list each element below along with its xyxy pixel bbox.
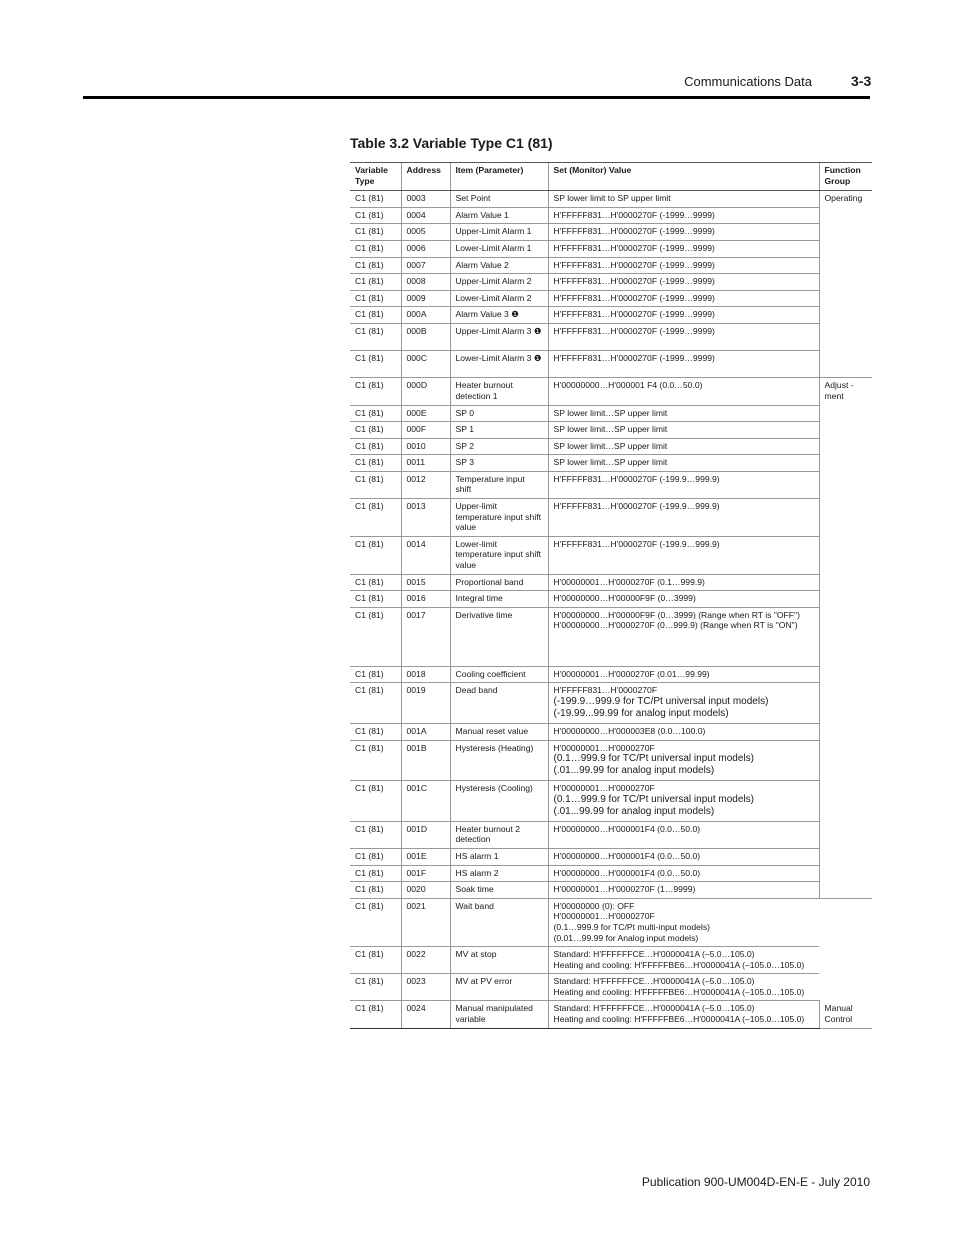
cell-address: 0014 — [401, 536, 450, 574]
cell-value — [548, 607, 819, 666]
cell-item: SP 1 — [450, 422, 548, 439]
value-line: (0.1…999.9 for TC/Pt multi-input models) — [553, 921, 711, 932]
cell-address: 0011 — [401, 455, 450, 472]
table-row — [350, 499, 872, 537]
value-line: H'FFFFF831…H'0000270F (-199.9…999.9) — [553, 538, 720, 549]
value-line: H'00000000…H'0000270F (0…999.9) (Range when RT is "ON") — [553, 620, 798, 631]
value-line: H'FFFFF831…H'0000270F (-1999…9999) — [553, 309, 715, 320]
cell-variable-type: C1 (81) — [350, 207, 401, 224]
cell-value — [548, 1001, 819, 1028]
cell-address: 0017 — [401, 607, 450, 666]
cell-item: Hysteresis (Heating) — [450, 740, 548, 781]
cell-variable-type: C1 (81) — [350, 240, 401, 257]
value-line: H'00000001…H'0000270F — [553, 783, 655, 794]
cell-variable-type: C1 (81) — [350, 947, 401, 974]
cell-address: 0013 — [401, 499, 450, 537]
cell-item: Upper-Limit Alarm 1 — [450, 224, 548, 241]
cell-variable-type: C1 (81) — [350, 781, 401, 822]
table-row — [350, 781, 872, 822]
cell-variable-type: C1 (81) — [350, 865, 401, 882]
cell-item: HS alarm 2 — [450, 865, 548, 882]
cell-address: 001A — [401, 723, 450, 740]
table-title: Table 3.2 Variable Type C1 (81) — [350, 135, 553, 151]
cell-item: MV at stop — [450, 947, 548, 974]
cell-address: 0016 — [401, 591, 450, 608]
cell-variable-type: C1 (81) — [350, 666, 401, 683]
value-line: H'00000001…H'0000270F (0.1…999.9) — [553, 576, 705, 587]
cell-value — [548, 471, 819, 498]
cell-address: 0007 — [401, 257, 450, 274]
cell-variable-type: C1 (81) — [350, 438, 401, 455]
cell-value — [548, 405, 819, 422]
cell-function-group: Adjust -ment — [819, 378, 872, 898]
cell-item: Lower-Limit Alarm 1 — [450, 240, 548, 257]
table-row — [350, 307, 872, 324]
cell-value — [548, 848, 819, 865]
cell-address: 0006 — [401, 240, 450, 257]
table-row — [350, 257, 872, 274]
cell-item: Cooling coefficient — [450, 666, 548, 683]
cell-variable-type: C1 (81) — [350, 974, 401, 1001]
cell-value — [548, 574, 819, 591]
cell-variable-type: C1 (81) — [350, 591, 401, 608]
cell-variable-type: C1 (81) — [350, 1001, 401, 1028]
header-rule — [83, 96, 870, 99]
cell-variable-type: C1 (81) — [350, 499, 401, 537]
cell-variable-type: C1 (81) — [350, 536, 401, 574]
table-row — [350, 898, 872, 946]
cell-address: 000C — [401, 351, 450, 378]
cell-address: 0023 — [401, 974, 450, 1001]
cell-item: Lower-limit temperature input shift value — [450, 536, 548, 574]
cell-address: 0003 — [401, 191, 450, 208]
column-header: Item (Parameter) — [450, 163, 548, 191]
value-line: H'00000000…H'00000F9F (0…3999) (Range when RT is "OFF") — [553, 609, 800, 620]
cell-item: Upper-limit temperature input shift value — [450, 499, 548, 537]
table-row — [350, 947, 872, 974]
value-line: H'00000000…H'000001F4 (0.0…50.0) — [553, 850, 701, 861]
cell-address: 0018 — [401, 666, 450, 683]
cell-address: 001B — [401, 740, 450, 781]
value-range-line: (.01...99.99 for analog input models) — [553, 805, 715, 817]
cell-item: HS alarm 1 — [450, 848, 548, 865]
cell-address: 001D — [401, 821, 450, 848]
cell-value — [548, 224, 819, 241]
value-line: H'FFFFF831…H'0000270F (-1999…9999) — [553, 259, 715, 270]
table-row — [350, 240, 872, 257]
cell-item: Dead band — [450, 683, 548, 724]
publication-footer: Publication 900-UM004D-EN-E - July 2010 — [641, 1175, 870, 1189]
value-line: H'00000001…H'0000270F — [553, 911, 655, 922]
value-line: H'FFFFF831…H'0000270F (-199.9…999.9) — [553, 501, 720, 512]
cell-value — [548, 207, 819, 224]
table-header-row — [350, 163, 872, 191]
table-row — [350, 723, 872, 740]
cell-item: Alarm Value 3 ❶ — [450, 307, 548, 324]
value-line: H'FFFFF831…H'0000270F (-1999…9999) — [553, 242, 715, 253]
cell-address: 0021 — [401, 898, 450, 946]
column-header: Function Group — [819, 163, 872, 191]
value-line: Heating and cooling: H'FFFFFBE6…H'0000041A (–105.0…105.0) — [553, 1014, 805, 1025]
cell-value — [548, 536, 819, 574]
cell-address: 0022 — [401, 947, 450, 974]
cell-variable-type: C1 (81) — [350, 323, 401, 350]
value-line: Standard: H'FFFFFFCE…H'0000041A (–5.0…105.0) — [553, 949, 755, 960]
cell-value — [548, 683, 819, 724]
variable-type-table — [350, 162, 872, 1029]
cell-variable-type: C1 (81) — [350, 224, 401, 241]
cell-variable-type: C1 (81) — [350, 848, 401, 865]
cell-item: SP 3 — [450, 455, 548, 472]
value-line: (0.01…99.99 for Analog input models) — [553, 932, 699, 943]
value-line: H'00000001…H'0000270F (1…9999) — [553, 884, 696, 895]
cell-item: SP 2 — [450, 438, 548, 455]
value-line: H'FFFFF831…H'0000270F — [553, 685, 658, 696]
page-number: 3-3 — [851, 73, 872, 89]
cell-item: Alarm Value 2 — [450, 257, 548, 274]
cell-item: Set Point — [450, 191, 548, 208]
value-line: H'FFFFF831…H'0000270F (-1999…9999) — [553, 325, 715, 336]
cell-address: 0005 — [401, 224, 450, 241]
cell-variable-type: C1 (81) — [350, 455, 401, 472]
table-row — [350, 471, 872, 498]
table-row — [350, 848, 872, 865]
cell-variable-type: C1 (81) — [350, 378, 401, 405]
cell-value — [548, 781, 819, 822]
column-header: Set (Monitor) Value — [548, 163, 819, 191]
cell-address: 0012 — [401, 471, 450, 498]
cell-value — [548, 740, 819, 781]
cell-value — [548, 422, 819, 439]
table-row — [350, 323, 872, 350]
value-line: H'FFFFF831…H'0000270F (-199.9…999.9) — [553, 473, 720, 484]
value-line: H'FFFFF831…H'0000270F (-1999…9999) — [553, 292, 715, 303]
section-title: Communications Data — [684, 74, 812, 89]
cell-item: Heater burnout 2 detection — [450, 821, 548, 848]
cell-item: Proportional band — [450, 574, 548, 591]
cell-variable-type: C1 (81) — [350, 422, 401, 439]
value-line: H'00000000…H'000001F4 (0.0…50.0) — [553, 823, 701, 834]
table-row — [350, 274, 872, 291]
cell-variable-type: C1 (81) — [350, 740, 401, 781]
cell-address: 000F — [401, 422, 450, 439]
cell-value — [548, 499, 819, 537]
cell-value — [548, 898, 819, 946]
cell-address: 0024 — [401, 1001, 450, 1028]
cell-address: 000A — [401, 307, 450, 324]
cell-address: 000B — [401, 323, 450, 350]
table-row — [350, 405, 872, 422]
cell-item: Wait band — [450, 898, 548, 946]
cell-address: 0009 — [401, 290, 450, 307]
value-line: SP lower limit…SP upper limit — [553, 457, 668, 468]
cell-variable-type: C1 (81) — [350, 898, 401, 946]
value-line: H'00000000…H'000001F4 (0.0…50.0) — [553, 867, 701, 878]
value-range-line: (-199.9…999.9 for TC/Pt universal input models) — [553, 695, 769, 707]
table-row — [350, 607, 872, 666]
cell-value — [548, 666, 819, 683]
table-row — [350, 1001, 872, 1028]
table-row — [350, 865, 872, 882]
cell-value — [548, 882, 819, 899]
value-range-line: (0.1…999.9 for TC/Pt universal input models) — [553, 753, 754, 765]
table-row — [350, 455, 872, 472]
cell-item: Upper-Limit Alarm 3 ❶ — [450, 323, 548, 350]
value-line: H'00000001…H'0000270F (0.01…99.99) — [553, 668, 710, 679]
value-line: Standard: H'FFFFFFCE…H'0000041A (–5.0…105.0) — [553, 976, 755, 987]
value-line: H'FFFFF831…H'0000270F (-1999…9999) — [553, 353, 715, 364]
table-row — [350, 207, 872, 224]
cell-value — [548, 351, 819, 378]
cell-item: Heater burnout detection 1 — [450, 378, 548, 405]
cell-value — [548, 290, 819, 307]
cell-address: 0015 — [401, 574, 450, 591]
value-line: H'FFFFF831…H'0000270F (-1999…9999) — [553, 209, 715, 220]
table-row — [350, 438, 872, 455]
cell-item: Lower-Limit Alarm 2 — [450, 290, 548, 307]
cell-variable-type: C1 (81) — [350, 257, 401, 274]
cell-address: 0010 — [401, 438, 450, 455]
value-line: H'FFFFF831…H'0000270F (-1999…9999) — [553, 276, 715, 287]
column-header: Variable Type — [350, 163, 401, 191]
cell-address: 0019 — [401, 683, 450, 724]
cell-item: Integral time — [450, 591, 548, 608]
cell-value — [548, 947, 819, 974]
value-line: H'00000000…H'000003E8 (0.0…100.0) — [553, 725, 706, 736]
column-header: Address — [401, 163, 450, 191]
table-row — [350, 666, 872, 683]
table-row — [350, 740, 872, 781]
cell-address: 000D — [401, 378, 450, 405]
cell-address: 0004 — [401, 207, 450, 224]
value-line: SP lower limit…SP upper limit — [553, 440, 668, 451]
cell-value — [548, 438, 819, 455]
table-row — [350, 882, 872, 899]
cell-item: SP 0 — [450, 405, 548, 422]
value-line: H'00000000…H'000001 F4 (0.0…50.0) — [553, 380, 703, 391]
value-range-line: (.01...99.99 for analog input models) — [553, 765, 715, 777]
cell-variable-type: C1 (81) — [350, 683, 401, 724]
cell-item: Alarm Value 1 — [450, 207, 548, 224]
cell-variable-type: C1 (81) — [350, 821, 401, 848]
cell-value — [548, 191, 819, 208]
value-range-line: (-19.99...99.99 for analog input models) — [553, 707, 729, 719]
cell-variable-type: C1 (81) — [350, 607, 401, 666]
cell-value — [548, 323, 819, 350]
cell-value — [548, 974, 819, 1001]
value-line: H'00000001…H'0000270F — [553, 742, 655, 753]
cell-address: 001F — [401, 865, 450, 882]
value-line: H'00000000 (0): OFF — [553, 900, 635, 911]
cell-function-group: Manual Control — [819, 1001, 872, 1028]
cell-variable-type: C1 (81) — [350, 290, 401, 307]
cell-value — [548, 455, 819, 472]
table-row — [350, 974, 872, 1001]
table-row — [350, 191, 872, 208]
cell-variable-type: C1 (81) — [350, 191, 401, 208]
cell-variable-type: C1 (81) — [350, 471, 401, 498]
cell-item: Manual manipulated variable — [450, 1001, 548, 1028]
table-row — [350, 378, 872, 405]
cell-variable-type: C1 (81) — [350, 307, 401, 324]
table-row — [350, 422, 872, 439]
cell-item: MV at PV error — [450, 974, 548, 1001]
cell-variable-type: C1 (81) — [350, 723, 401, 740]
cell-value — [548, 591, 819, 608]
cell-item: Upper-Limit Alarm 2 — [450, 274, 548, 291]
table-row — [350, 351, 872, 378]
table-row — [350, 574, 872, 591]
cell-variable-type: C1 (81) — [350, 274, 401, 291]
cell-item: Lower-Limit Alarm 3 ❶ — [450, 351, 548, 378]
cell-item: Hysteresis (Cooling) — [450, 781, 548, 822]
value-line: Standard: H'FFFFFFCE…H'0000041A (–5.0…105.0) — [553, 1003, 755, 1014]
cell-value — [548, 865, 819, 882]
cell-value — [548, 274, 819, 291]
value-line: SP lower limit…SP upper limit — [553, 407, 668, 418]
value-line: Heating and cooling: H'FFFFFBE6…H'0000041A (–105.0…105.0) — [553, 959, 805, 970]
cell-address: 001E — [401, 848, 450, 865]
cell-value — [548, 378, 819, 405]
cell-item: Temperature input shift — [450, 471, 548, 498]
table-row — [350, 683, 872, 724]
cell-address: 0020 — [401, 882, 450, 899]
cell-value — [548, 821, 819, 848]
cell-value — [548, 307, 819, 324]
cell-variable-type: C1 (81) — [350, 882, 401, 899]
value-line: H'FFFFF831…H'0000270F (-1999…9999) — [553, 226, 715, 237]
cell-value — [548, 240, 819, 257]
cell-function-group: Operating — [819, 191, 872, 378]
value-line: SP lower limit…SP upper limit — [553, 424, 668, 435]
table-row — [350, 591, 872, 608]
value-line: Heating and cooling: H'FFFFFBE6…H'0000041A (–105.0…105.0) — [553, 986, 805, 997]
cell-address: 001C — [401, 781, 450, 822]
value-line: H'00000000…H'00000F9F (0…3999) — [553, 593, 696, 604]
cell-variable-type: C1 (81) — [350, 405, 401, 422]
cell-variable-type: C1 (81) — [350, 351, 401, 378]
table-row — [350, 290, 872, 307]
cell-item: Derivative time — [450, 607, 548, 666]
cell-item: Soak time — [450, 882, 548, 899]
cell-variable-type: C1 (81) — [350, 574, 401, 591]
cell-value — [548, 257, 819, 274]
table-row — [350, 821, 872, 848]
cell-item: Manual reset value — [450, 723, 548, 740]
table-row — [350, 224, 872, 241]
cell-value — [548, 723, 819, 740]
table-row — [350, 536, 872, 574]
value-range-line: (0.1…999.9 for TC/Pt universal input models) — [553, 793, 754, 805]
value-line: SP lower limit to SP upper limit — [553, 193, 671, 204]
cell-address: 0008 — [401, 274, 450, 291]
cell-address: 000E — [401, 405, 450, 422]
